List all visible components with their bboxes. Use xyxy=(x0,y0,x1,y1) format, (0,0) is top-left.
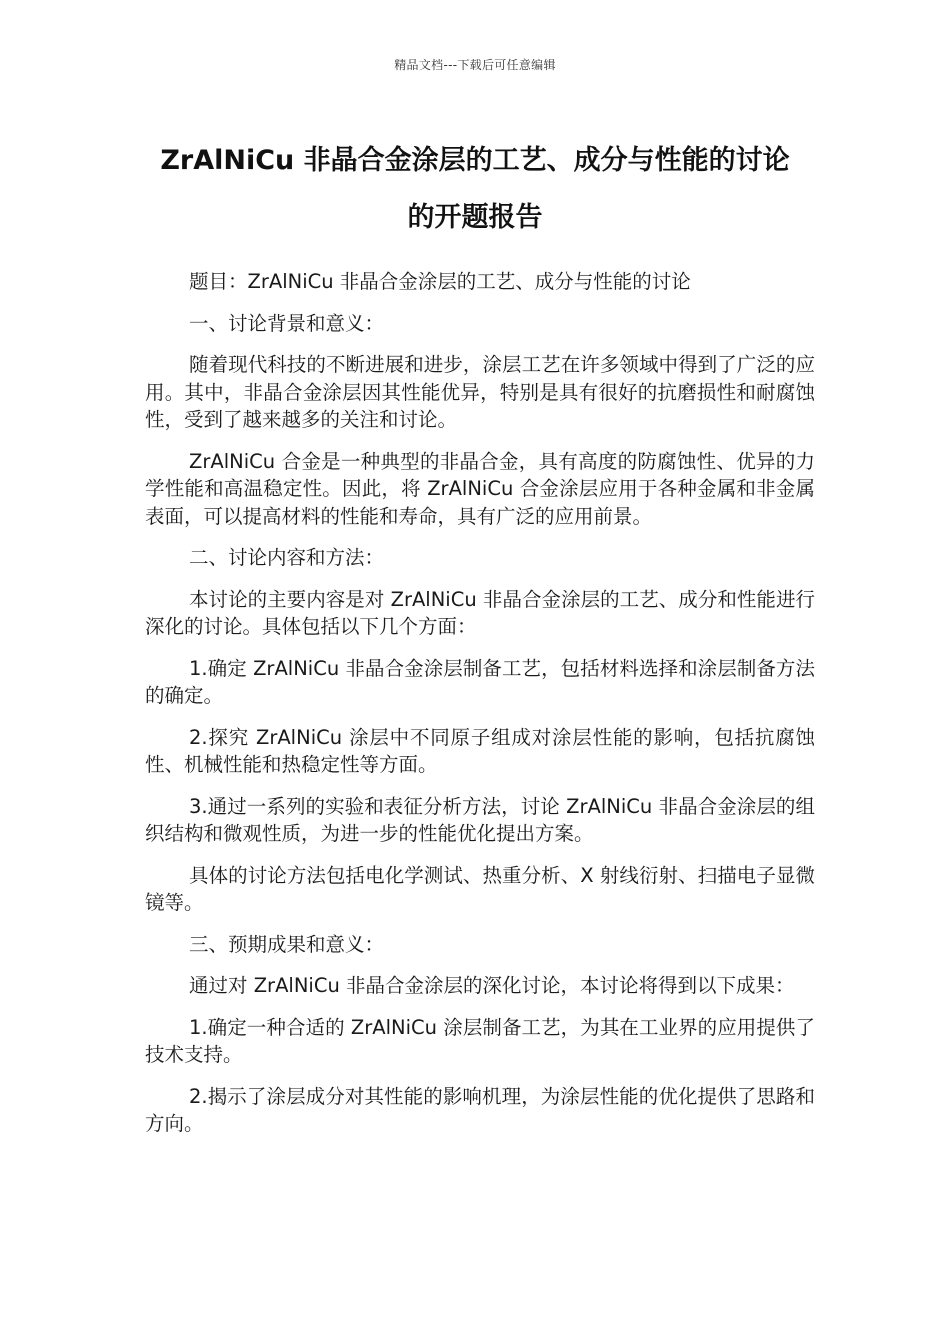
content-paragraph: 本讨论的主要内容是对 ZrAlNiCu 非晶合金涂层的工艺、成分和性能进行深化的讨论。具体包括以下几个方面： xyxy=(145,587,815,638)
outcome-item-2: 2.揭示了涂层成分对其性能的影响机理，为涂层性能的优化提供了思路和方向。 xyxy=(145,1084,815,1135)
title-line-1: ZrAlNiCu 非晶合金涂层的工艺、成分与性能的讨论 xyxy=(160,145,790,176)
title-line-2: 的开题报告 xyxy=(407,202,543,233)
document-title xyxy=(120,132,830,246)
content-item-2: 2.探究 ZrAlNiCu 涂层中不同原子组成对涂层性能的影响，包括抗腐蚀性、机械性能和热稳定性等方面。 xyxy=(145,725,815,776)
document-body xyxy=(145,268,815,1152)
method-paragraph: 具体的讨论方法包括电化学测试、热重分析、X 射线衍射、扫描电子显微镜等。 xyxy=(145,863,815,914)
content-item-1: 1.确定 ZrAlNiCu 非晶合金涂层制备工艺，包括材料选择和涂层制备方法的确定。 xyxy=(145,656,815,707)
outcome-item-1: 1.确定一种合适的 ZrAlNiCu 涂层制备工艺，为其在工业界的应用提供了技术支持。 xyxy=(145,1015,815,1066)
header-note: 精品文档---下载后可任意编辑 xyxy=(394,58,556,72)
section-heading-outcomes: 三、预期成果和意义： xyxy=(189,932,385,956)
background-paragraph-2: ZrAlNiCu 合金是一种典型的非晶合金，具有高度的防腐蚀性、优异的力学性能和高温稳定性。因此，将 ZrAlNiCu 合金涂层应用于各种金属和非金属表面，可以提高材料的性能和寿命，具有广泛的应用前景。 xyxy=(145,449,815,528)
topic-line: 题目：ZrAlNiCu 非晶合金涂层的工艺、成分与性能的讨论 xyxy=(189,270,691,293)
section-heading-background: 一、讨论背景和意义： xyxy=(189,311,385,335)
background-paragraph-1: 随着现代科技的不断进展和进步，涂层工艺在许多领域中得到了广泛的应用。其中，非晶合金涂层因其性能优异，特别是具有很好的抗磨损性和耐腐蚀性，受到了越来越多的关注和讨论。 xyxy=(145,353,815,431)
content-item-3: 3.通过一系列的实验和表征分析方法，讨论 ZrAlNiCu 非晶合金涂层的组织结构和微观性质，为进一步的性能优化提出方案。 xyxy=(145,794,815,845)
section-heading-content-method: 二、讨论内容和方法： xyxy=(189,546,385,569)
outcomes-paragraph: 通过对 ZrAlNiCu 非晶合金涂层的深化讨论，本讨论将得到以下成果： xyxy=(189,974,795,997)
